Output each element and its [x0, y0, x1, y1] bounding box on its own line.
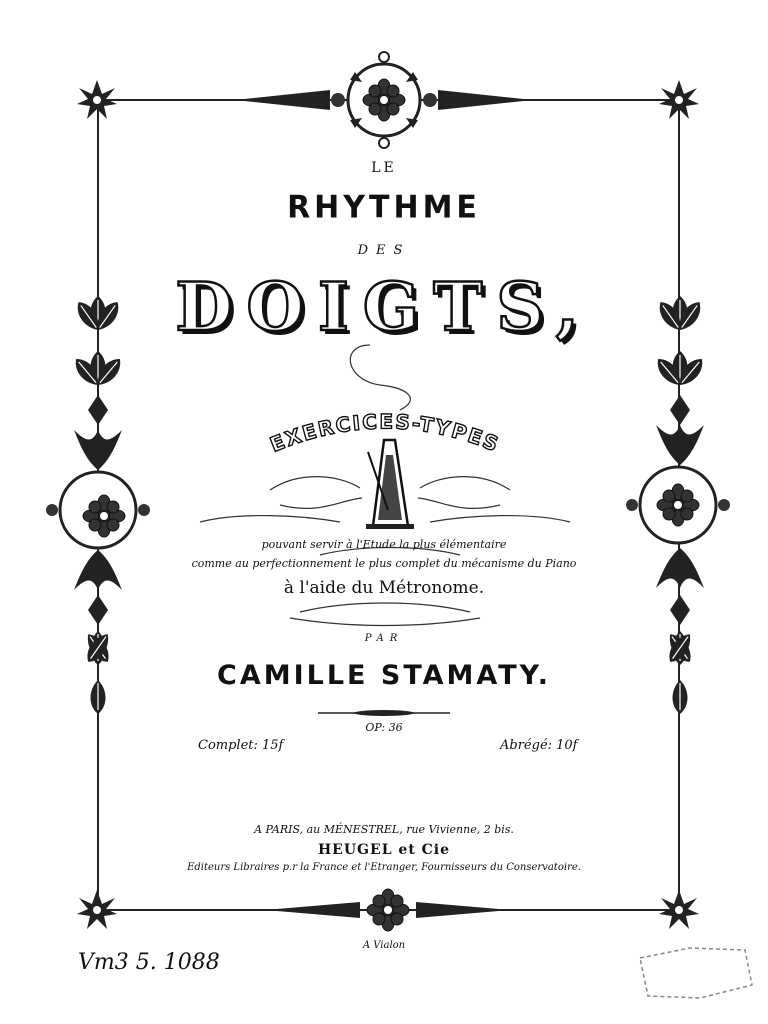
corner-star-icon [77, 80, 117, 119]
rosette-icon [265, 889, 510, 931]
title-rhythme: RHYTHME [287, 189, 481, 226]
opus-number: OP: 36 [365, 721, 403, 734]
stamp-seal-icon [640, 948, 752, 998]
publisher-details: Editeurs Libraires p.r la France et l'Etranger, Fournisseurs du Conservatoire. [187, 862, 581, 873]
price-abridged: Abrégé: 10f [500, 738, 578, 753]
subtitle-text: EXERCICES-TYPES [266, 409, 504, 457]
subtitle-arch [225, 396, 545, 476]
corner-star-icon [659, 890, 699, 929]
title-le: LE [371, 160, 397, 176]
publisher-name: HEUGEL et Cie [317, 842, 451, 858]
engraver-credit: A Vialon [362, 940, 406, 951]
title-des: DES [357, 243, 411, 258]
price-complete: Complet: 15f [198, 738, 284, 753]
description-line-3: à l'aide du Métronome. [283, 578, 485, 598]
divider-rule [318, 710, 450, 716]
title-doigts: DOIGTS, [175, 268, 593, 346]
description-line-1: pouvant servir à l'Etude la plus élémentaire [261, 538, 507, 551]
publisher-address: A PARIS, au MÉNESTREL, rue Vivienne, 2 bis. [254, 823, 514, 836]
leaf-garland-icon [46, 296, 150, 714]
leaf-garland-icon [626, 296, 730, 714]
svg-text:EXERCICES-TYPES [267, 409, 504, 456]
corner-star-icon [77, 890, 117, 929]
rosette-icon [235, 52, 533, 148]
shelfmark: Vm3 5. 1088 [78, 950, 220, 975]
description-line-2: comme au perfectionnement le plus complet du mécanisme du Piano [191, 557, 577, 570]
par-label: PAR [364, 633, 404, 644]
author-name: CAMILLE STAMATY. [217, 660, 551, 691]
corner-star-icon [659, 80, 699, 119]
